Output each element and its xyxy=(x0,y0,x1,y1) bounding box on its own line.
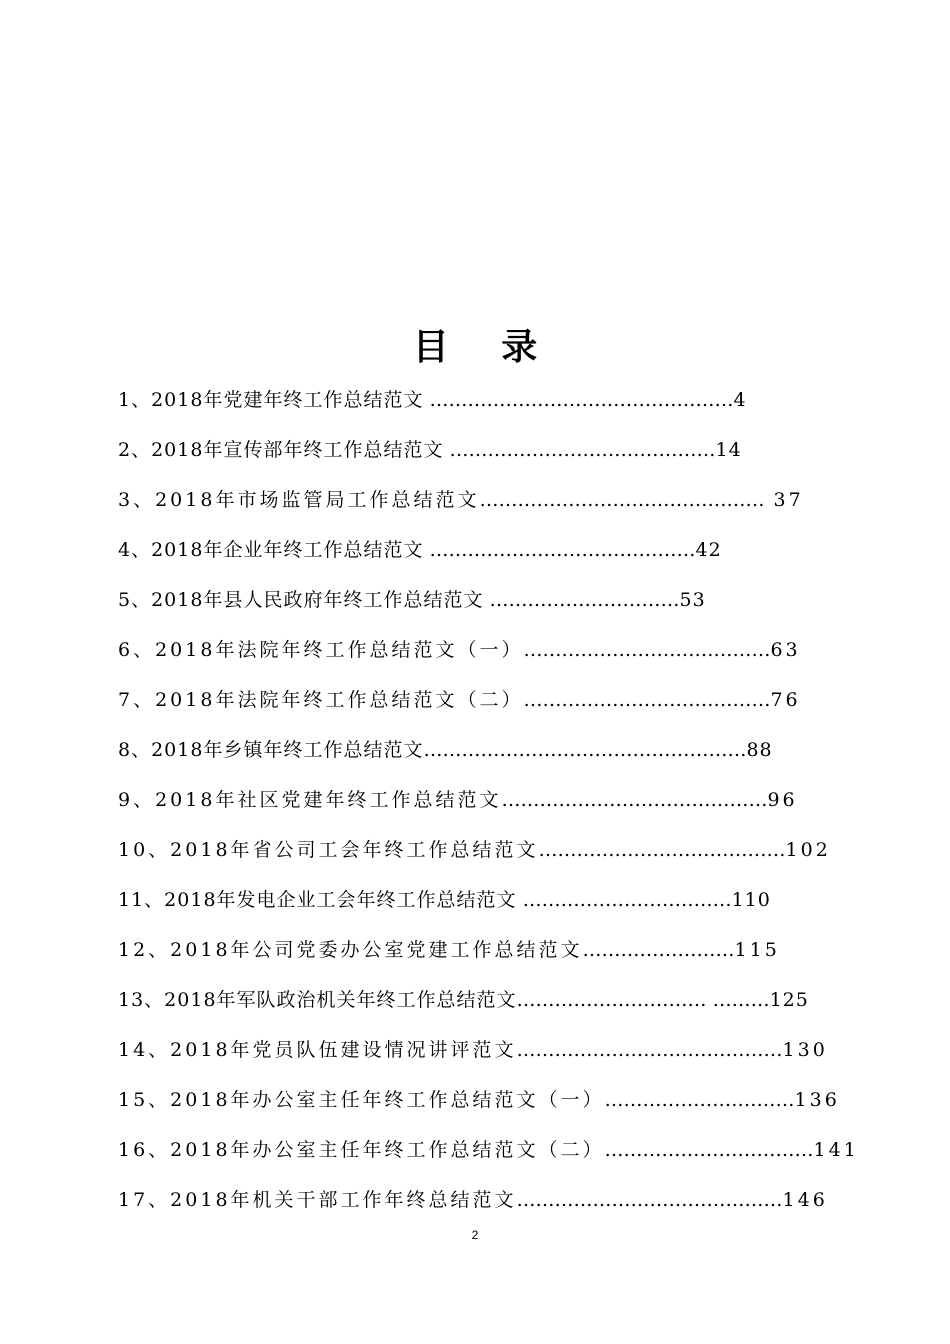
toc-entry-title: 2、2018年宣传部年终工作总结范文 xyxy=(118,439,444,461)
toc-entry-title: 5、2018年县人民政府年终工作总结范文 xyxy=(118,589,484,611)
toc-entry-leader: …………………………… xyxy=(604,1139,814,1161)
toc-entry-leader: ……………………………………… xyxy=(479,489,765,511)
toc-entry[interactable] xyxy=(118,430,858,480)
toc-entry-page: 136 xyxy=(794,1089,840,1111)
toc-entry[interactable] xyxy=(118,980,858,1030)
toc-entry-page: 146 xyxy=(782,1189,828,1211)
toc-entry-page: 130 xyxy=(782,1039,828,1061)
toc-entry-title: 4、2018年企业年终工作总结范文 xyxy=(118,539,424,561)
toc-entry-page: 4 xyxy=(733,389,747,411)
toc-entry[interactable] xyxy=(118,780,858,830)
table-of-contents xyxy=(118,380,858,1230)
toc-entry-title: 3、2018年市场监管局工作总结范文 xyxy=(118,489,480,511)
toc-entry-page: 96 xyxy=(767,789,798,811)
toc-entry[interactable] xyxy=(118,1180,858,1230)
toc-entry-leader: ………………………………… xyxy=(523,639,771,661)
toc-entry-title: 17、2018年机关干部工作年终总结范文 xyxy=(118,1189,517,1211)
toc-entry[interactable] xyxy=(118,730,858,780)
toc-entry-title: 10、2018年省公司工会年终工作总结范文 xyxy=(118,839,539,861)
toc-entry-title: 16、2018年办公室主任年终工作总结范文（二） xyxy=(118,1139,605,1161)
toc-entry-title: 13、2018年军队政治机关年终工作总结范文 xyxy=(118,989,517,1011)
toc-entry-leader: …………………………………… xyxy=(501,789,768,811)
toc-entry[interactable] xyxy=(118,830,858,880)
toc-entry-leader: …………………………………… xyxy=(516,1039,783,1061)
toc-entry[interactable] xyxy=(118,480,858,530)
toc-entry-leader: …………………………………………… xyxy=(423,739,747,761)
toc-entry-leader: …………………………………… xyxy=(516,1189,783,1211)
toc-entry-title: 1、2018年党建年终工作总结范文 xyxy=(118,389,424,411)
toc-entry-page: 141 xyxy=(813,1139,859,1161)
toc-entry-page: 88 xyxy=(746,739,773,761)
page-title: 目 录 xyxy=(412,326,558,368)
toc-entry-leader: ………………………………………… xyxy=(423,389,734,411)
toc-entry-leader: …………………………………… xyxy=(423,539,696,561)
toc-entry-title: 15、2018年办公室主任年终工作总结范文（一） xyxy=(118,1089,605,1111)
toc-entry-leader: ………………………………… xyxy=(538,839,786,861)
toc-entry-page: 42 xyxy=(695,539,722,561)
toc-entry-title: 8、2018年乡镇年终工作总结范文 xyxy=(118,739,424,761)
toc-entry[interactable] xyxy=(118,680,858,730)
toc-entry-leader: ………………………… ……… xyxy=(516,989,770,1011)
toc-entry[interactable] xyxy=(118,530,858,580)
toc-entry-leader: …………………… xyxy=(582,939,735,961)
toc-entry-leader: …………………………… xyxy=(516,889,732,911)
toc-entry[interactable] xyxy=(118,380,858,430)
toc-entry-leader: ………………………………… xyxy=(523,689,771,711)
toc-entry-page: 37 xyxy=(764,489,804,511)
toc-entry-page: 125 xyxy=(769,989,809,1011)
toc-entry-title: 9、2018年社区党建年终工作总结范文 xyxy=(118,789,502,811)
toc-entry-leader: …………………………………… xyxy=(443,439,716,461)
toc-entry[interactable] xyxy=(118,880,858,930)
toc-entry-page: 14 xyxy=(715,439,742,461)
toc-entry-leader: ………………………… xyxy=(604,1089,795,1111)
toc-entry-page: 76 xyxy=(770,689,801,711)
toc-entry-title: 6、2018年法院年终工作总结范文（一） xyxy=(118,639,524,661)
toc-entry[interactable] xyxy=(118,1130,858,1180)
toc-entry[interactable] xyxy=(118,1030,858,1080)
toc-entry-page: 53 xyxy=(679,589,706,611)
toc-entry[interactable] xyxy=(118,1080,858,1130)
toc-entry-page: 102 xyxy=(785,839,831,861)
toc-entry[interactable] xyxy=(118,930,858,980)
toc-entry-title: 12、2018年公司党委办公室党建工作总结范文 xyxy=(118,939,583,961)
toc-entry-page: 63 xyxy=(770,639,801,661)
toc-entry[interactable] xyxy=(118,580,858,630)
toc-entry-title: 11、2018年发电企业工会年终工作总结范文 xyxy=(118,889,517,911)
toc-entry-page: 115 xyxy=(734,939,780,961)
toc-entry-title: 14、2018年党员队伍建设情况讲评范文 xyxy=(118,1039,517,1061)
toc-entry-page: 110 xyxy=(731,889,771,911)
toc-entry-leader: ………………………… xyxy=(483,589,680,611)
toc-entry[interactable] xyxy=(118,630,858,680)
toc-entry-title: 7、2018年法院年终工作总结范文（二） xyxy=(118,689,524,711)
page-number: 2 xyxy=(471,1228,479,1242)
